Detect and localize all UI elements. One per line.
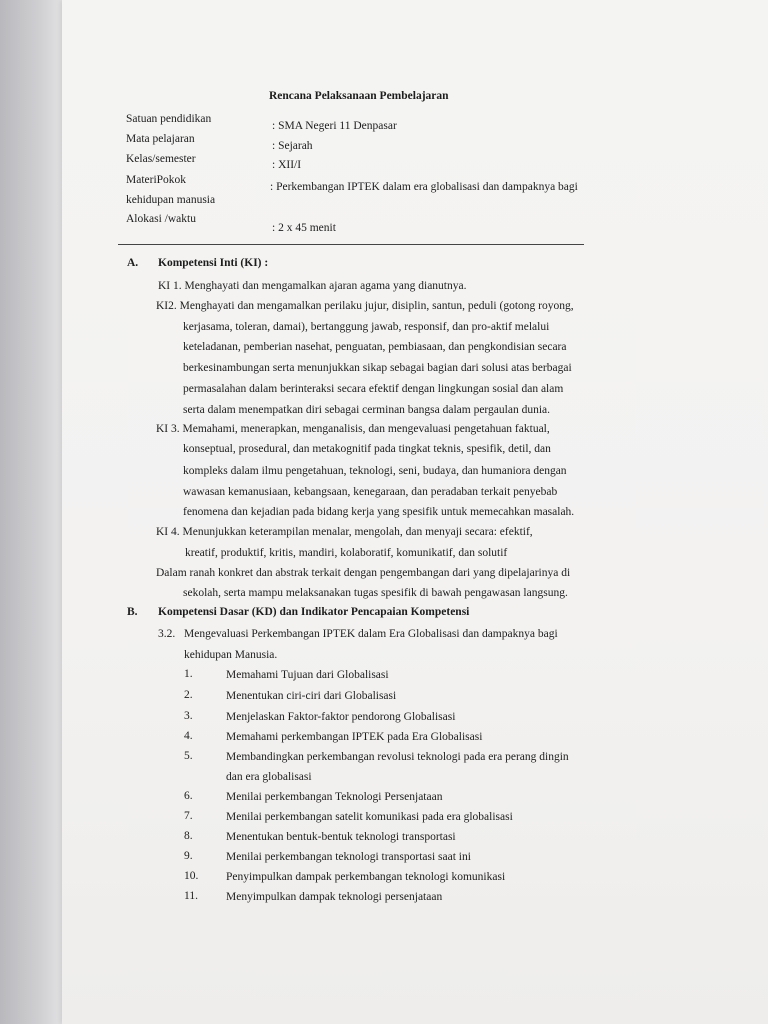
indicator-number: 7. xyxy=(184,810,193,822)
header-value: : XII/I xyxy=(272,159,302,171)
indicator-text: Menentukan bentuk-bentuk teknologi transportasi xyxy=(226,831,456,843)
section-heading: Kompetensi Inti (KI) : xyxy=(158,257,269,269)
header-label: MateriPokok xyxy=(126,174,187,186)
indicator-number: 4. xyxy=(184,730,193,742)
ki-line: serta dalam menempatkan diri sebagai cerminan bangsa dalam pergaulan dunia. xyxy=(183,404,551,416)
indicator-text: Menilai perkembangan satelit komunikasi pada era globalisasi xyxy=(226,811,513,823)
header-divider xyxy=(118,244,584,245)
indicator-number: 9. xyxy=(184,850,193,862)
indicator-number: 8. xyxy=(184,830,193,842)
ki-line: KI 1. Menghayati dan mengamalkan ajaran agama yang dianutnya. xyxy=(158,280,467,292)
document-title: Rencana Pelaksanaan Pembelajaran xyxy=(269,90,449,102)
ki-line: kreatif, produktif, kritis, mandiri, kolaboratif, komunikatif, dan solutif xyxy=(185,547,508,559)
indicator-text: dan era globalisasi xyxy=(226,771,312,783)
indicator-number: 2. xyxy=(184,689,193,701)
header-value: : 2 x 45 menit xyxy=(272,222,336,234)
indicator-text: Menentukan ciri-ciri dari Globalisasi xyxy=(226,690,397,702)
ki-line: kerjasama, toleran, damai), bertanggung jawab, responsif, dan pro-aktif melalui xyxy=(183,321,550,333)
header-value: : SMA Negeri 11 Denpasar xyxy=(272,120,397,132)
section-letter: B. xyxy=(127,606,138,618)
header-label: Mata pelajaran xyxy=(126,133,195,145)
ki-line: sekolah, serta mampu melaksanakan tugas spesifik di bawah pengawasan langsung. xyxy=(183,587,568,599)
ki-line: kompleks dalam ilmu pengetahuan, teknologi, seni, budaya, dan humaniora dengan xyxy=(183,465,567,477)
header-value: : Sejarah xyxy=(272,140,313,152)
ki-line: berkesinambungan serta menunjukkan sikap sebagai bagian dari solusi atas berbagai xyxy=(183,362,572,374)
ki-line: KI 4. Menunjukkan keterampilan menalar, mengolah, dan menyaji secara: efektif, xyxy=(156,526,533,538)
kd-line: Mengevaluasi Perkembangan IPTEK dalam Era Globalisasi dan dampaknya bagi xyxy=(184,628,558,640)
header-label: kehidupan manusia xyxy=(126,194,216,206)
indicator-text: Menjelaskan Faktor-faktor pendorong Globalisasi xyxy=(226,711,456,723)
indicator-number: 1. xyxy=(184,668,193,680)
section-letter: A. xyxy=(127,257,139,269)
indicator-text: Menyimpulkan dampak teknologi persenjataan xyxy=(226,891,443,903)
indicator-number: 6. xyxy=(184,790,193,802)
ki-line: keteladanan, pemberian nasehat, penguatan, pembiasaan, dan pengkondisian secara xyxy=(183,341,567,353)
indicator-number: 5. xyxy=(184,750,193,762)
indicator-number: 3. xyxy=(184,710,193,722)
header-value: : Perkembangan IPTEK dalam era globalisasi dan dampaknya bagi xyxy=(270,181,578,193)
indicator-text: Penyimpulkan dampak perkembangan teknologi komunikasi xyxy=(226,871,506,883)
indicator-text: Memahami perkembangan IPTEK pada Era Globalisasi xyxy=(226,731,483,743)
ki-line: fenomena dan kejadian pada bidang kerja yang spesifik untuk memecahkan masalah. xyxy=(183,506,575,518)
indicator-text: Menilai perkembangan Teknologi Persenjataan xyxy=(226,791,443,803)
kd-line: kehidupan Manusia. xyxy=(184,649,278,661)
ki-line: KI2. Menghayati dan mengamalkan perilaku jujur, disiplin, santun, peduli (gotong royong, xyxy=(156,300,574,312)
indicator-text: Membandingkan perkembangan revolusi teknologi pada era perang dingin xyxy=(226,751,569,763)
ki-line: permasalahan dalam berinteraksi secara efektif dengan lingkungan sosial dan alam xyxy=(183,383,564,395)
ki-line: konseptual, prosedural, dan metakognitif pada tingkat teknis, spesifik, detil, dan xyxy=(183,443,551,455)
indicator-number: 10. xyxy=(184,870,199,882)
header-label: Satuan pendidikan xyxy=(126,113,212,125)
section-heading: Kompetensi Dasar (KD) dan Indikator Pencapaian Kompetensi xyxy=(158,606,470,618)
indicator-number: 11. xyxy=(184,890,198,902)
kd-number: 3.2. xyxy=(158,628,176,640)
ki-line: KI 3. Memahami, menerapkan, menganalisis, dan mengevaluasi pengetahuan faktual, xyxy=(156,423,550,435)
header-label: Alokasi /waktu xyxy=(126,213,196,225)
indicator-text: Memahami Tujuan dari Globalisasi xyxy=(226,669,389,681)
ki-line: Dalam ranah konkret dan abstrak terkait dengan pengembangan dari yang dipelajarinya di xyxy=(156,567,571,579)
indicator-text: Menilai perkembangan teknologi transportasi saat ini xyxy=(226,851,471,863)
ki-line: wawasan kemanusiaan, kebangsaan, kenegaraan, dan peradaban terkait penyebab xyxy=(183,486,558,498)
header-label: Kelas/semester xyxy=(126,153,196,165)
